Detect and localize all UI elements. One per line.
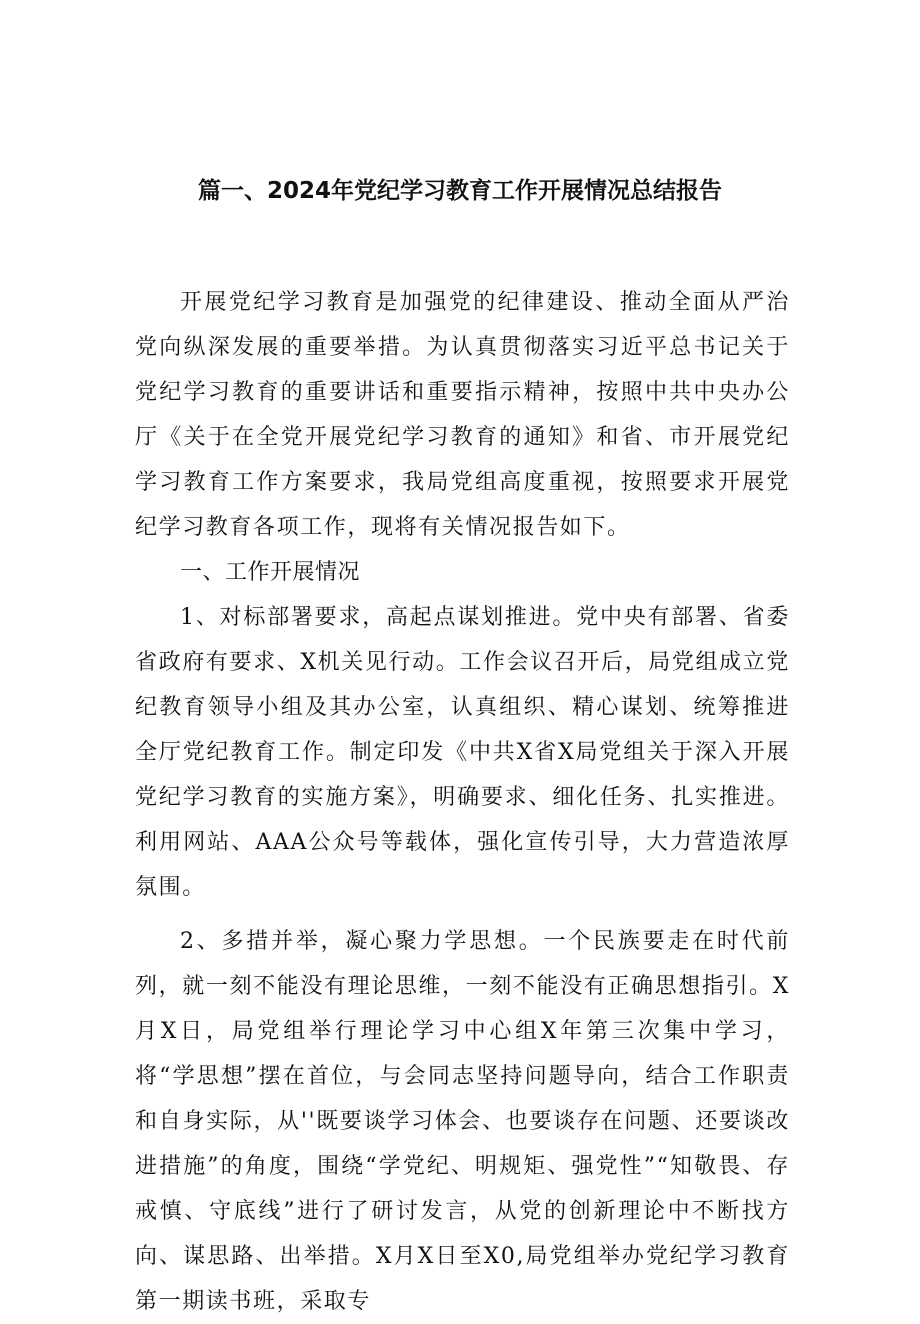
document-body — [135, 280, 790, 1324]
section-heading-work-progress: 一、工作开展情况 — [180, 560, 361, 585]
item-2-paragraph: 2、多措并举，凝心聚力学思想。一个民族要走在时代前列，就一刻不能没有理论思维，一刻不能没有正确思想指引。X月X日，局党组举行理论学习中心组X年第三次集中学习，将“学思想”摆在首位，与会同志坚持问题导向，结合工作职责和自身实际，从''既要谈学习体会、也要谈存在问题、还要谈改进措施”的角度，围绕“学党纪、明规矩、强党性”“知敬畏、存戒慎、守底线”进行了研讨发言，从党的创新理论中不断找方向、谋思路、出举措。X月X日至X0,局党组举办党纪学习教育第一期读书班，采取专 — [135, 929, 790, 1314]
item-1-paragraph: 1、对标部署要求，高起点谋划推进。党中央有部署、省委省政府有要求、X机关见行动。工作会议召开后，局党组成立党纪教育领导小组及其办公室，认真组织、精心谋划、统筹推进全厅党纪教育工作。制定印发《中共X省X局党组关于深入开展党纪学习教育的实施方案》，明确要求、细化任务、扎实推进。利用网站、AAA公众号等载体，强化宣传引导，大力营造浓厚氛围。 — [135, 605, 790, 900]
document-title: 篇一、2024年党纪学习教育工作开展情况总结报告 — [197, 178, 722, 204]
intro-paragraph: 开展党纪学习教育是加强党的纪律建设、推动全面从严治党向纵深发展的重要举措。为认真贯彻落实习近平总书记关于党纪学习教育的重要讲话和重要指示精神，按照中共中央办公厅《关于在全党开展党纪学习教育的通知》和省、市开展党纪学习教育工作方案要求，我局党组高度重视，按照要求开展党纪学习教育各项工作，现将有关情况报告如下。 — [135, 290, 790, 540]
